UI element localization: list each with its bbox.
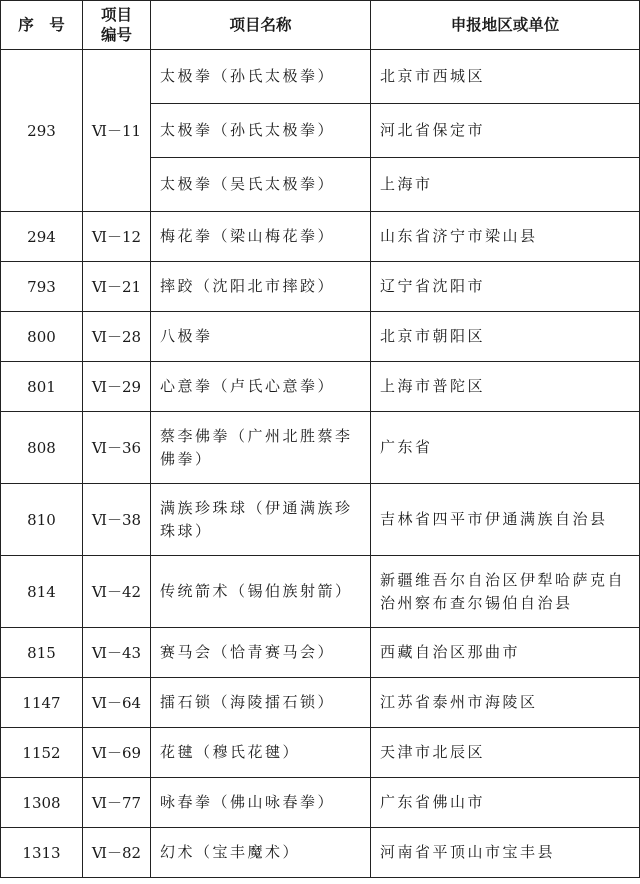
region-cell: 山东省济宁市梁山县 — [371, 212, 640, 262]
region-cell: 辽宁省沈阳市 — [371, 262, 640, 312]
seq-cell: 814 — [1, 556, 83, 628]
table-row — [1, 678, 640, 728]
header-name: 项目名称 — [151, 1, 371, 50]
region-cell: 广东省佛山市 — [371, 778, 640, 828]
code-cell: Ⅵ－69 — [83, 728, 151, 778]
name-cell: 摔跤（沈阳北市摔跤） — [151, 262, 371, 312]
code-cell: Ⅵ－28 — [83, 312, 151, 362]
table-row — [1, 212, 640, 262]
table-row — [1, 778, 640, 828]
header-code-line1: 项目 — [100, 6, 132, 24]
region-cell: 北京市西城区 — [371, 50, 640, 104]
name-cell: 太极拳（吴氏太极拳） — [151, 158, 371, 212]
name-cell: 蔡李佛拳（广州北胜蔡李佛拳） — [151, 412, 371, 484]
seq-cell: 293 — [1, 50, 83, 212]
table-row — [1, 50, 640, 104]
code-cell: Ⅵ－43 — [83, 628, 151, 678]
region-cell: 河南省平顶山市宝丰县 — [371, 828, 640, 878]
region-cell: 上海市普陀区 — [371, 362, 640, 412]
name-cell: 花毽（穆氏花毽） — [151, 728, 371, 778]
table-row — [1, 262, 640, 312]
table-row — [1, 628, 640, 678]
region-cell: 吉林省四平市伊通满族自治县 — [371, 484, 640, 556]
seq-cell: 815 — [1, 628, 83, 678]
region-cell: 江苏省泰州市海陵区 — [371, 678, 640, 728]
code-cell: Ⅵ－12 — [83, 212, 151, 262]
table-row — [1, 556, 640, 628]
code-cell: Ⅵ－38 — [83, 484, 151, 556]
code-cell: Ⅵ－77 — [83, 778, 151, 828]
region-cell: 天津市北辰区 — [371, 728, 640, 778]
name-cell: 赛马会（恰青赛马会） — [151, 628, 371, 678]
region-cell: 新疆维吾尔自治区伊犁哈萨克自治州察布查尔锡伯自治县 — [371, 556, 640, 628]
seq-cell: 1308 — [1, 778, 83, 828]
name-cell: 满族珍珠球（伊通满族珍珠球） — [151, 484, 371, 556]
table-row — [1, 828, 640, 878]
name-cell: 幻术（宝丰魔术） — [151, 828, 371, 878]
seq-cell: 1147 — [1, 678, 83, 728]
code-cell: Ⅵ－82 — [83, 828, 151, 878]
seq-cell: 793 — [1, 262, 83, 312]
name-cell: 心意拳（卢氏心意拳） — [151, 362, 371, 412]
code-cell: Ⅵ－42 — [83, 556, 151, 628]
header-region: 申报地区或单位 — [371, 1, 640, 50]
name-cell: 八极拳 — [151, 312, 371, 362]
name-cell: 太极拳（孙氏太极拳） — [151, 104, 371, 158]
region-cell: 上海市 — [371, 158, 640, 212]
table-row — [1, 728, 640, 778]
header-code — [83, 1, 151, 50]
name-cell: 梅花拳（梁山梅花拳） — [151, 212, 371, 262]
code-cell: Ⅵ－21 — [83, 262, 151, 312]
code-cell: Ⅵ－29 — [83, 362, 151, 412]
table-row — [1, 312, 640, 362]
table-header-row — [1, 1, 640, 50]
table-row — [1, 362, 640, 412]
name-cell: 擂石锁（海陵擂石锁） — [151, 678, 371, 728]
header-code-line2: 编号 — [100, 26, 132, 44]
code-cell: Ⅵ－11 — [83, 50, 151, 212]
region-cell: 北京市朝阳区 — [371, 312, 640, 362]
name-cell: 咏春拳（佛山咏春拳） — [151, 778, 371, 828]
code-cell: Ⅵ－36 — [83, 412, 151, 484]
seq-cell: 801 — [1, 362, 83, 412]
name-cell: 传统箭术（锡伯族射箭） — [151, 556, 371, 628]
name-cell: 太极拳（孙氏太极拳） — [151, 50, 371, 104]
region-cell: 西藏自治区那曲市 — [371, 628, 640, 678]
table-row — [1, 484, 640, 556]
seq-cell: 800 — [1, 312, 83, 362]
seq-cell: 808 — [1, 412, 83, 484]
seq-cell: 810 — [1, 484, 83, 556]
seq-cell: 1313 — [1, 828, 83, 878]
region-cell: 河北省保定市 — [371, 104, 640, 158]
header-seq: 序 号 — [1, 1, 83, 50]
region-cell: 广东省 — [371, 412, 640, 484]
code-cell: Ⅵ－64 — [83, 678, 151, 728]
seq-cell: 294 — [1, 212, 83, 262]
table-row — [1, 412, 640, 484]
seq-cell: 1152 — [1, 728, 83, 778]
